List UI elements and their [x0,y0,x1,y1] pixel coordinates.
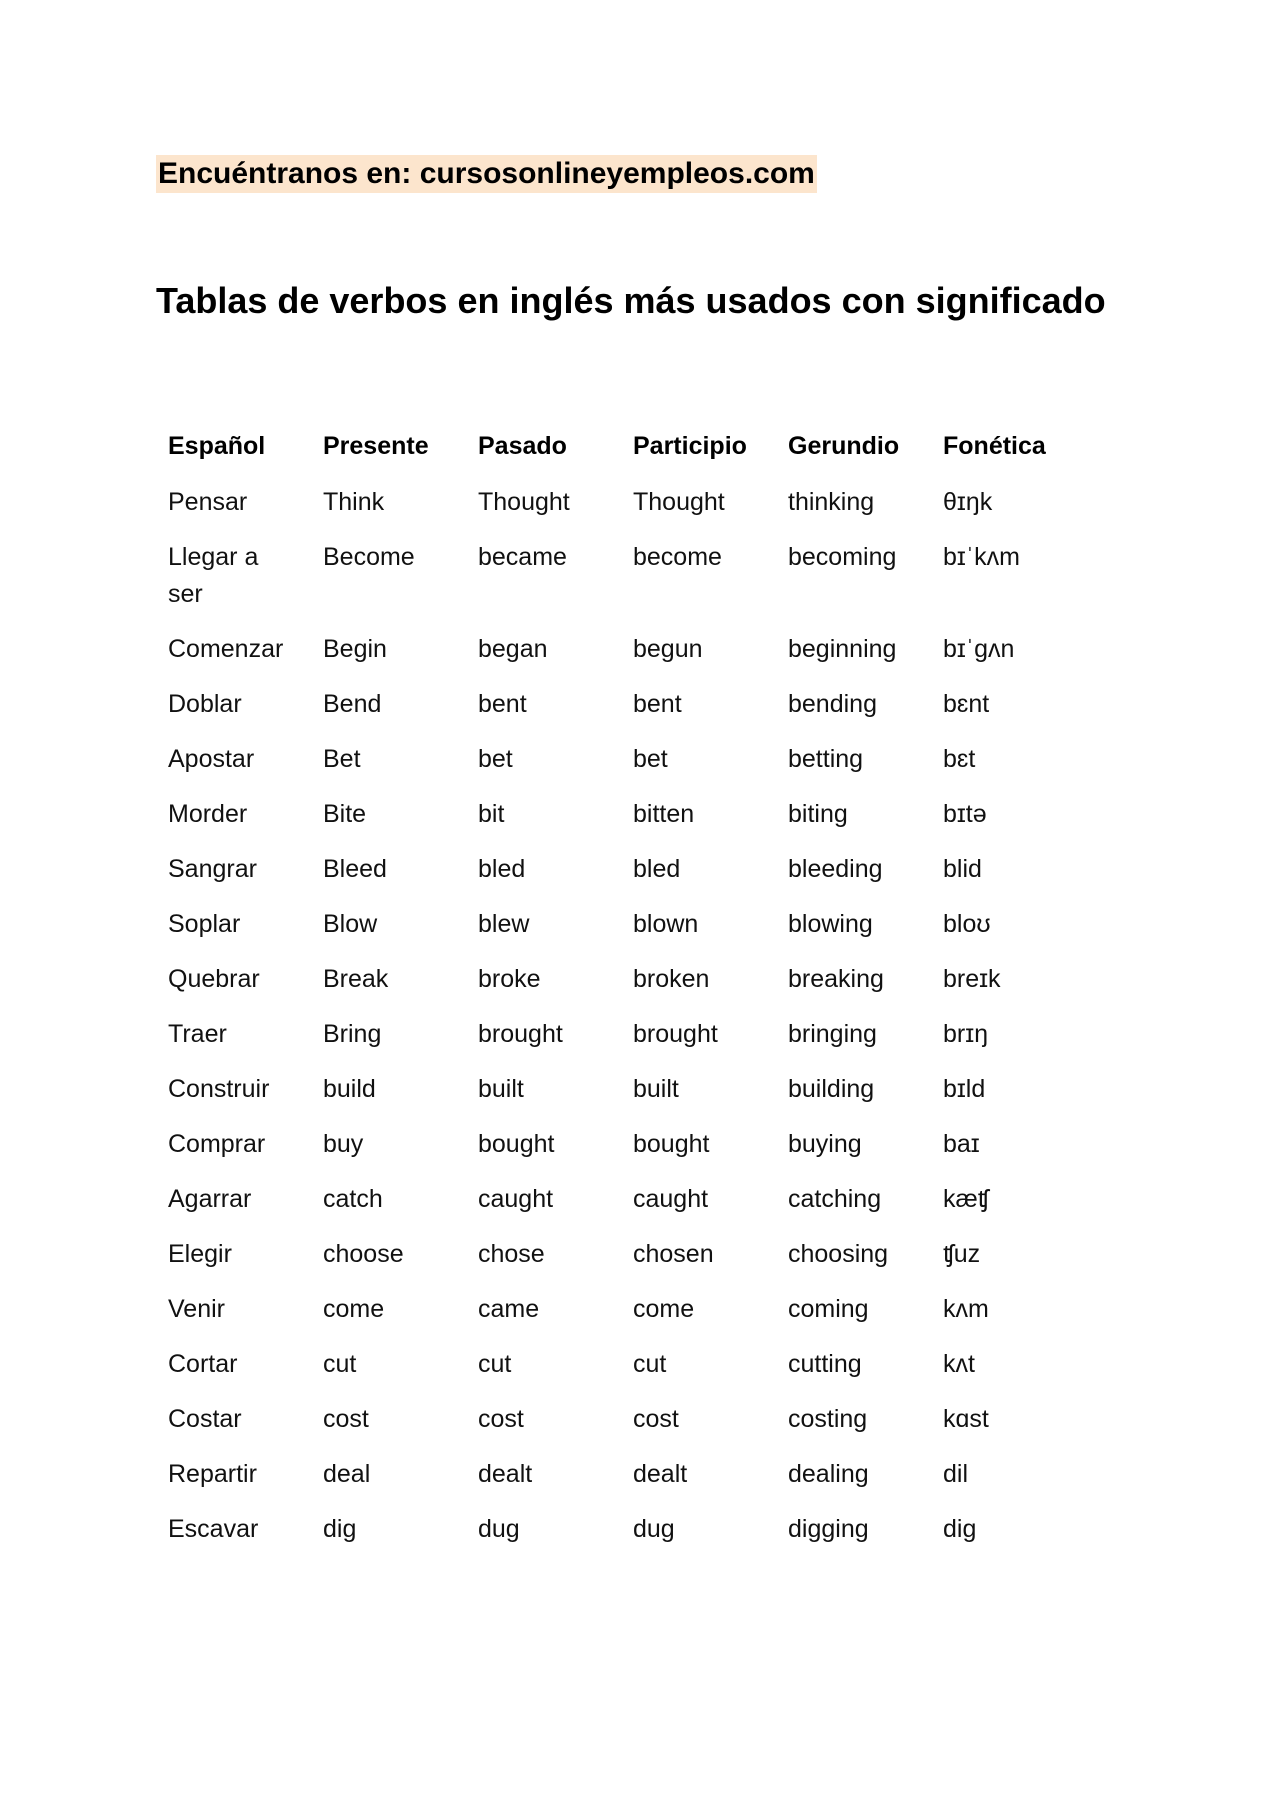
cell-gerundio: costing [788,1405,868,1433]
cell-gerundio: digging [788,1515,869,1543]
cell-participio: become [633,543,722,571]
cell-gerundio: becoming [788,543,897,571]
header-gerundio: Gerundio [788,432,900,460]
cell-gerundio: blowing [788,910,873,938]
cell-gerundio: beginning [788,635,897,663]
cell-gerundio: cutting [788,1350,862,1378]
table-row [156,475,1086,530]
table-row [156,897,1086,952]
cell-fonetica: bɛt [943,745,976,773]
table-row [156,787,1086,842]
cell-fonetica: dig [943,1515,977,1543]
cell-presente: Blow [323,910,378,938]
cell-pasado: blew [478,910,530,938]
cell-presente: come [323,1295,385,1323]
cell-pasado: brought [478,1020,563,1048]
cell-pasado: chose [478,1240,545,1268]
cell-espanol: Sangrar [168,855,257,883]
cell-participio: bled [633,855,681,883]
table-row [156,842,1086,897]
table-row [156,1392,1086,1447]
page-title: Tablas de verbos en inglés más usados con significado [156,280,1106,321]
cell-pasado: built [478,1075,524,1103]
table-row [156,1447,1086,1502]
cell-fonetica: blid [943,855,982,883]
cell-pasado: bet [478,745,513,773]
table-header-row [156,418,1086,475]
cell-fonetica: dil [943,1460,969,1488]
cell-pasado: cut [478,1350,512,1378]
cell-espanol: Elegir [168,1240,232,1268]
cell-espanol: Doblar [168,690,242,718]
cell-participio: broken [633,965,710,993]
header-participio: Participio [633,432,747,460]
cell-participio: come [633,1295,695,1323]
cell-presente: Bring [323,1020,382,1048]
cell-espanol: Cortar [168,1350,238,1378]
cell-participio: cut [633,1350,667,1378]
cell-fonetica: bɪˈgʌn [943,635,1015,663]
cell-gerundio: betting [788,745,864,773]
table-row [156,1227,1086,1282]
table-row [156,1007,1086,1062]
cell-espanol: Traer [168,1020,227,1048]
cell-presente: Begin [323,635,387,663]
cell-fonetica: kʌt [943,1350,975,1378]
cell-presente: build [323,1075,376,1103]
cell-presente: Bite [323,800,367,828]
cell-presente: catch [323,1185,383,1213]
header-fonetica: Fonética [943,432,1046,460]
cell-fonetica: kæʧ [943,1185,989,1213]
cell-fonetica: bɛnt [943,690,990,718]
table-row [156,622,1086,677]
cell-pasado: bent [478,690,527,718]
cell-gerundio: building [788,1075,875,1103]
table-row [156,1282,1086,1337]
cell-presente: deal [323,1460,371,1488]
cell-gerundio: bringing [788,1020,877,1048]
cell-pasado: came [478,1295,540,1323]
cell-espanol: Pensar [168,488,248,516]
cell-fonetica: kɑst [943,1405,989,1433]
cell-gerundio: buying [788,1130,862,1158]
cell-gerundio: breaking [788,965,884,993]
cell-participio: cost [633,1405,679,1433]
cell-presente: Bet [323,745,361,773]
verbs-table-body [156,475,1086,1557]
cell-presente: buy [323,1130,364,1158]
cell-participio: dug [633,1515,675,1543]
cell-presente: Bleed [323,855,387,883]
cell-participio: dealt [633,1460,688,1488]
cell-gerundio: thinking [788,488,875,516]
cell-espanol: Venir [168,1295,225,1323]
cell-presente: Break [323,965,389,993]
cell-pasado: cost [478,1405,524,1433]
cell-gerundio: bending [788,690,877,718]
cell-participio: blown [633,910,699,938]
cell-fonetica: baɪ [943,1130,980,1158]
cell-participio: built [633,1075,679,1103]
header-pasado: Pasado [478,432,567,460]
cell-participio: begun [633,635,703,663]
cell-espanol: Soplar [168,910,241,938]
cell-espanol: Llegar a ser [168,543,259,608]
table-row [156,1117,1086,1172]
table-row [156,1172,1086,1227]
table-row [156,1502,1086,1557]
table-row [156,732,1086,787]
cell-participio: bet [633,745,668,773]
cell-gerundio: biting [788,800,848,828]
cell-fonetica: bloʊ [943,910,991,938]
header-presente: Presente [323,432,429,460]
cell-pasado: bit [478,800,505,828]
cell-espanol: Apostar [168,745,255,773]
cell-gerundio: bleeding [788,855,883,883]
table-row [156,530,1086,622]
cell-fonetica: bɪtə [943,800,987,828]
cell-fonetica: breɪk [943,965,1001,993]
cell-presente: choose [323,1240,404,1268]
cell-presente: Think [323,488,385,516]
cell-gerundio: choosing [788,1240,889,1268]
cell-espanol: Construir [168,1075,270,1103]
cell-presente: cost [323,1405,369,1433]
cell-fonetica: kʌm [943,1295,989,1323]
header-espanol: Español [168,432,266,460]
cell-pasado: became [478,543,567,571]
cell-participio: brought [633,1020,718,1048]
cell-espanol: Escavar [168,1515,259,1543]
cell-pasado: broke [478,965,541,993]
cell-pasado: bled [478,855,526,883]
cell-espanol: Morder [168,800,248,828]
table-row [156,677,1086,732]
table-row [156,952,1086,1007]
cell-participio: bent [633,690,682,718]
cell-participio: caught [633,1185,709,1213]
cell-pasado: dealt [478,1460,533,1488]
cell-espanol: Quebrar [168,965,260,993]
cell-participio: bought [633,1130,710,1158]
cell-gerundio: dealing [788,1460,869,1488]
cell-presente: Bend [323,690,382,718]
verbs-table [156,418,1086,1557]
website-banner: Encuéntranos en: cursosonlineyempleos.com [156,155,817,193]
cell-espanol: Repartir [168,1460,257,1488]
cell-presente: cut [323,1350,357,1378]
cell-fonetica: bɪld [943,1075,986,1103]
cell-fonetica: brɪŋ [943,1020,989,1048]
cell-pasado: bought [478,1130,555,1158]
cell-espanol: Comenzar [168,635,284,663]
cell-presente: Become [323,543,415,571]
cell-gerundio: catching [788,1185,882,1213]
cell-espanol: Agarrar [168,1185,252,1213]
cell-gerundio: coming [788,1295,869,1323]
cell-espanol: Costar [168,1405,242,1433]
table-row [156,1062,1086,1117]
table-row [156,1337,1086,1392]
cell-pasado: Thought [478,488,570,516]
cell-pasado: dug [478,1515,520,1543]
cell-fonetica: ʧuz [943,1240,981,1268]
cell-presente: dig [323,1515,357,1543]
cell-pasado: caught [478,1185,554,1213]
cell-participio: bitten [633,800,695,828]
cell-pasado: began [478,635,548,663]
cell-fonetica: θɪŋk [943,488,993,516]
cell-espanol: Comprar [168,1130,266,1158]
cell-participio: chosen [633,1240,714,1268]
cell-fonetica: bɪˈkʌm [943,543,1020,571]
cell-participio: Thought [633,488,725,516]
